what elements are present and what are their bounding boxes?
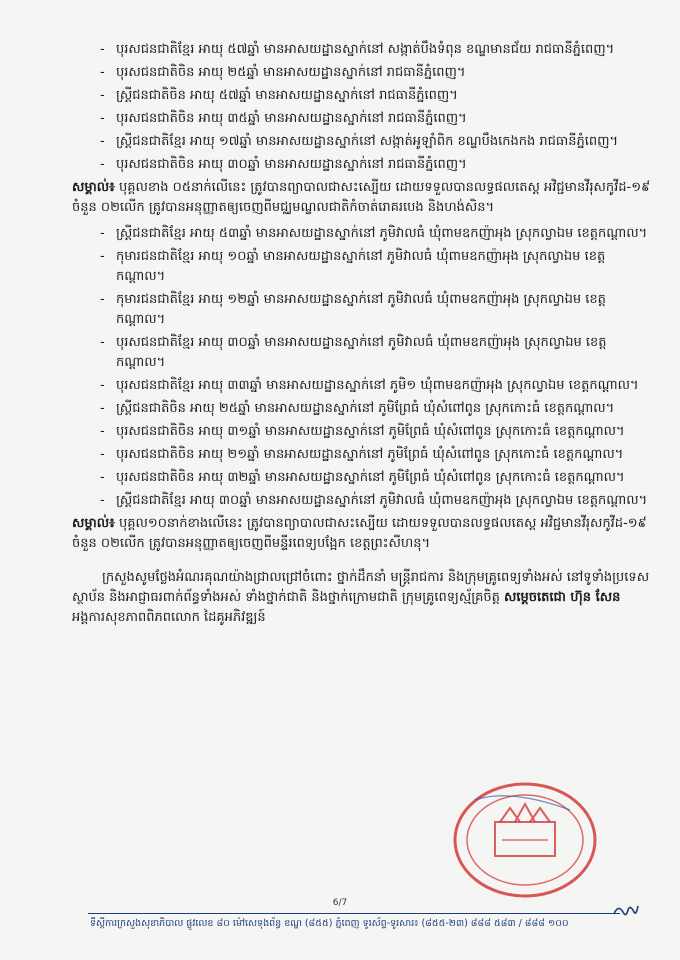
list-item: - កុមារជនជាតិខ្មែរ អាយុ ១០ឆ្នាំ មានអាសយដ្ឋានស្នាក់នៅ ភូមិវាលធំ ឃុំពាមឧកញ៉ាអុង ស្រុកល្វាឯម ខេត្តកណ្ដាល។ <box>72 247 652 287</box>
list-item: - ស្ត្រីជនជាតិចិន អាយុ ៥៧ឆ្នាំ មានអាសយដ្ឋានស្នាក់នៅ រាជធានីភ្នំពេញ។ <box>72 86 652 106</box>
list-item: - ស្ត្រីជនជាតិខ្មែរ អាយុ ៣០ឆ្នាំ មានអាសយដ្ឋានស្នាក់នៅ ភូមិវាលធំ ឃុំពាមឧកញ៉ាអុង ស្រុកល្វាឯម ខេត្តកណ្ដាល។ <box>72 491 652 511</box>
list-item: - បុរសជនជាតិចិន អាយុ ៣០ឆ្នាំ មានអាសយដ្ឋានស្នាក់នៅ រាជធានីភ្នំពេញ។ <box>72 155 652 175</box>
note-text: បុគ្គលខាង ០៥នាក់លើនេះ ត្រូវបានព្យាបាលជាសះស្បើយ ដោយទទួលបានលទ្ធផលតេស្ត អវិជ្ជមានវីរុសកូវីដ-១៩ ចំនួន ០២លើក ត្រូវបានអនុញ្ញាតឲ្យចេញពីមជ្ឈមណ្ឌលជាតិកំចាត់រោគរបេង និងហង់សិន។ <box>72 180 651 215</box>
list-item: - ស្ត្រីជនជាតិចិន អាយុ ២៥ឆ្នាំ មានអាសយដ្ឋានស្នាក់នៅ ភូមិព្រែធំ ឃុំសំពៅពូន ស្រុកកោះធំ ខេត្តកណ្ដាល។ <box>72 399 652 419</box>
closing-text-before: ក្រសួងសូមថ្លែងអំណរគុណយ៉ាងជ្រាលជ្រៅចំពោះ ថ្នាក់ដឹកនាំ មន្ត្រីរាជការ និងក្រុមគ្រូពេទ្យទាំងអស់ នៅទូទាំងប្រទេស ស្ថាប័ន និងអាជ្ញាធរពាក់ព័ន្ធទាំងអស់ ទាំងថ្នាក់ជាតិ និងថ្នាក់ក្រោមជាតិ ក្រុមគ្រូពេទ្យស្ម័គ្រចិត្ត <box>72 570 650 605</box>
list-item: - បុរសជនជាតិចិន អាយុ ៣៥ឆ្នាំ មានអាសយដ្ឋានស្នាក់នៅ រាជធានីភ្នំពេញ។ <box>72 109 652 129</box>
list-item: - បុរសជនជាតិចិន អាយុ ២១ឆ្នាំ មានអាសយដ្ឋានស្នាក់នៅ ភូមិព្រែធំ ឃុំសំពៅពូន ស្រុកកោះធំ ខេត្តកណ្ដាល។ <box>72 445 652 465</box>
list-item: - បុរសជនជាតិចិន អាយុ ៣២ឆ្នាំ មានអាសយដ្ឋានស្នាក់នៅ ភូមិព្រែធំ ឃុំសំពៅពូន ស្រុកកោះធំ ខេត្តកណ្ដាល។ <box>72 468 652 488</box>
footer-divider <box>88 913 620 914</box>
closing-text-after: អង្គការសុខភាពពិភពលោក ដៃគូអភិវឌ្ឍន៍ <box>72 610 266 625</box>
official-seal-icon <box>450 780 600 900</box>
document-body <box>72 40 652 628</box>
list-item: - ស្ត្រីជនជាតិខ្មែរ អាយុ ១៧ឆ្នាំ មានអាសយដ្ឋានស្នាក់នៅ សង្កាត់អូឡាំពិក ខណ្ឌបឹងកេងកង រាជធានីភ្នំពេញ។ <box>72 132 652 152</box>
note-paragraph-2 <box>72 514 652 554</box>
list-item: - បុរសជនជាតិចិន អាយុ ២៥ឆ្នាំ មានអាសយដ្ឋានស្នាក់នៅ រាជធានីភ្នំពេញ។ <box>72 63 652 83</box>
case-list-2 <box>72 224 652 511</box>
list-item: - ស្ត្រីជនជាតិខ្មែរ អាយុ ៥៣ឆ្នាំ មានអាសយដ្ឋានស្នាក់នៅ ភូមិវាលធំ ឃុំពាមឧកញ៉ាអុង ស្រុកល្វាឯម ខេត្តកណ្ដាល។ <box>72 224 652 244</box>
list-item: - បុរសជនជាតិចិន អាយុ ៣១ឆ្នាំ មានអាសយដ្ឋានស្នាក់នៅ ភូមិព្រែធំ ឃុំសំពៅពូន ស្រុកកោះធំ ខេត្តកណ្ដាល។ <box>72 422 652 442</box>
page-number: 6/7 <box>332 898 348 908</box>
initials-signature-icon <box>612 900 640 920</box>
list-item: - បុរសជនជាតិខ្មែរ អាយុ ៣៣ឆ្នាំ មានអាសយដ្ឋានស្នាក់នៅ ភូមិ១ ឃុំពាមឧកញ៉ាអុង ស្រុកល្វាឯម ខេត្តកណ្ដាល។ <box>72 376 652 396</box>
list-item: - កុមារជនជាតិខ្មែរ អាយុ ១២ឆ្នាំ មានអាសយដ្ឋានស្នាក់នៅ ភូមិវាលធំ ឃុំពាមឧកញ៉ាអុង ស្រុកល្វាឯម ខេត្តកណ្ដាល។ <box>72 290 652 330</box>
footer-address: ទីស្តីការក្រសួងសុខាភិបាល ផ្លូវលេខ ៨០ ម៉ៅសេទុងព័ន្ធ ខណ្ឌ (៨៥៥) ភ្នំពេញ ទូរស័ព្ទ-ទូរសារ៖ (៨៥៥-២៣) ៨៨៨ ៥៨៣ / ៨៨៨ ១០០ <box>90 918 569 929</box>
list-item: - បុរសជនជាតិខ្មែរ អាយុ ៥៧ឆ្នាំ មានអាសយដ្ឋានស្នាក់នៅ សង្កាត់បឹងទំពុន ខណ្ឌមានជ័យ រាជធានីភ្នំពេញ។ <box>72 40 652 60</box>
note-label: សម្គាល់៖ <box>72 180 115 195</box>
list-item: - បុរសជនជាតិខ្មែរ អាយុ ៣០ឆ្នាំ មានអាសយដ្ឋានស្នាក់នៅ ភូមិវាលធំ ឃុំពាមឧកញ៉ាអុង ស្រុកល្វាឯម ខេត្តកណ្ដាល។ <box>72 333 652 373</box>
note-text: បុគ្គល១០នាក់ខាងលើនេះ ត្រូវបានព្យាបាលជាសះស្បើយ ដោយទទួលបានលទ្ធផលតេស្ត អវិជ្ជមានវីរុសកូវីដ-១៩ ចំនួន ០២លើក ត្រូវបានអនុញ្ញាតឲ្យចេញពីមន្ទីរពេទ្យបង្អែក ខេត្តព្រះសីហនុ។ <box>72 516 647 551</box>
closing-honor: សម្តេចតេជោ ហ៊ុន សែន <box>504 590 621 605</box>
note-paragraph-1 <box>72 178 652 218</box>
note-label: សម្គាល់៖ <box>72 516 115 531</box>
closing-paragraph <box>72 568 652 628</box>
case-list-1 <box>72 40 652 175</box>
